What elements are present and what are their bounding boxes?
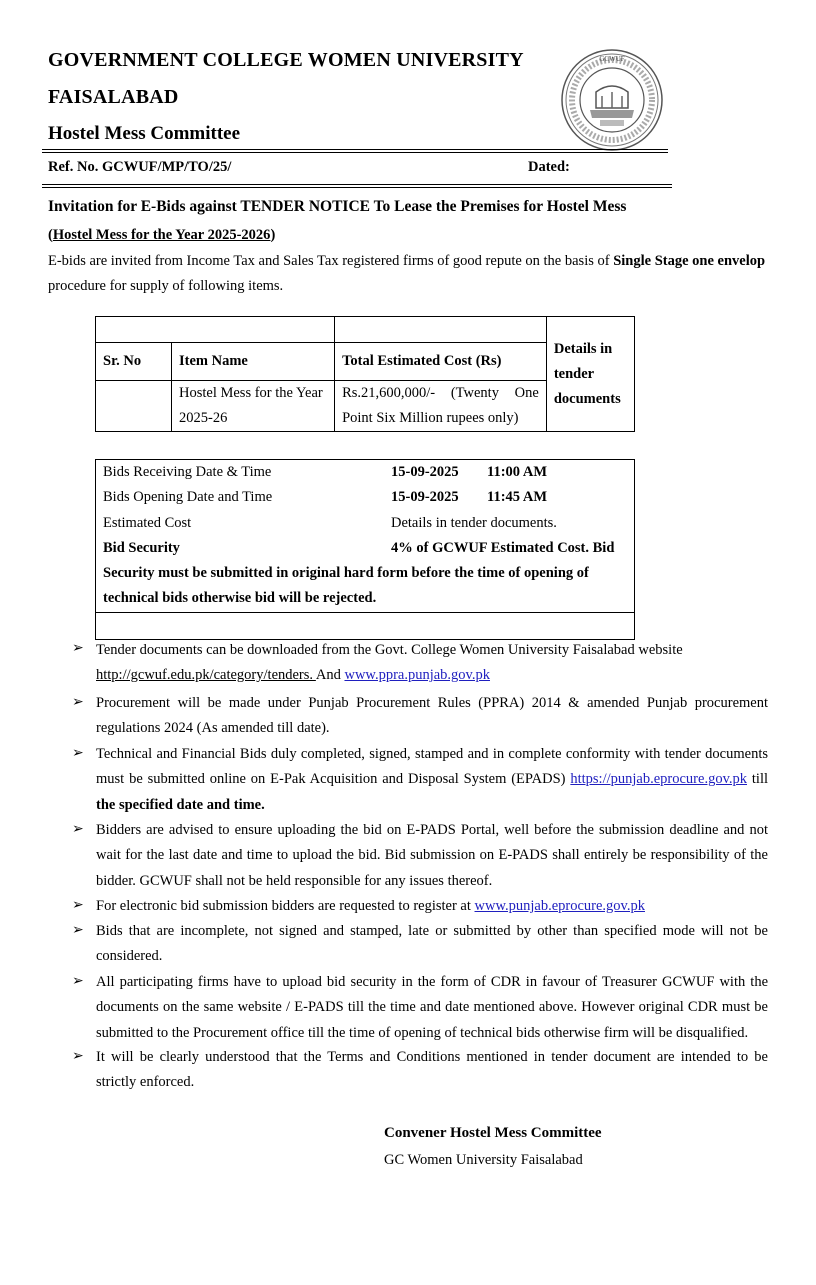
intro-paragraph: E-bids are invited from Income Tax and Sales Tax registered firms of good repute on the basis of Single Stage one envelop procedure for supply of following items. [48,253,766,294]
city-name: FAISALABAD [48,86,179,108]
bullet-registration: For electronic bid submission bidders are requested to register at www.punjab.eprocure.gov.pk [96,898,645,914]
university-seal [560,48,664,152]
receiving-date: 15-09-2025 [391,464,459,480]
receiving-label: Bids Receiving Date & Time [103,464,272,480]
bullet-arrow-icon: ➢ [72,898,84,913]
notice-title: Invitation for E-Bids against TENDER NOTICE To Lease the Premises for Hostel Mess [48,198,627,215]
bullet-arrow-icon: ➢ [72,974,84,989]
security-label: Bid Security [103,540,180,556]
items-table [95,316,635,432]
col-header-cost: Total Estimated Cost (Rs) [335,343,547,381]
row-estimated-cost: Rs.21,600,000/- (Twenty One Point Six Million rupees only) [335,381,547,432]
bullet-arrow-icon: ➢ [72,822,84,837]
ppra-link[interactable]: www.ppra.punjab.gov.pk [344,667,490,684]
bullet-advice: Bidders are advised to ensure uploading the bid on E-PADS Portal, well before the submission deadline and not wait for the last date and time to upload the bid. Bid submission on E-PADS shall entirely be responsibility of the bidder. GCWUF shall not be held responsible for any issues thereof. [96,822,768,889]
university-name: GOVERNMENT COLLEGE WOMEN UNIVERSITY [48,49,524,71]
signatory-title: Convener Hostel Mess Committee [384,1125,602,1141]
opening-label: Bids Opening Date and Time [103,489,273,505]
bullet-arrow-icon: ➢ [72,746,84,761]
bullet-arrow-icon: ➢ [72,1049,84,1064]
bullet-arrow-icon: ➢ [72,923,84,938]
cost-value: Details in tender documents. [391,515,557,531]
receiving-time: 11:00 AM [487,464,548,480]
opening-date: 15-09-2025 [391,489,459,505]
bullet-procurement-rules: Procurement will be made under Punjab Procurement Rules (PPRA) 2014 & amended Punjab procurement regulations 2024 (As amended till date). [96,695,768,737]
bullet-arrow-icon: ➢ [72,641,84,656]
details-cell: Details in tender documents [546,317,634,432]
bullet-incomplete-bids: Bids that are incomplete, not signed and stamped, late or submitted by other than specified mode will not be considered. [96,923,768,965]
reference-number: Ref. No. GCWUF/MP/TO/25/ [48,159,232,175]
header-rule-top [42,149,668,153]
header-rule-bottom [42,184,672,188]
security-value: 4% of GCWUF Estimated Cost. Bid [391,540,615,556]
col-header-sr: Sr. No [96,343,172,381]
schedule-divider [96,612,634,613]
eprocure-register-link[interactable]: www.punjab.eprocure.gov.pk [474,898,645,914]
eprocure-link[interactable]: https://punjab.eprocure.gov.pk [570,771,748,788]
security-note-line1: Security must be submitted in original hard form before the time of opening of [103,565,589,581]
schedule-box [95,459,635,640]
opening-time: 11:45 AM [487,489,548,505]
committee-name: Hostel Mess Committee [48,123,241,144]
tenders-link[interactable]: http://gcwuf.edu.pk/category/tenders. [96,667,316,684]
security-note-line2: technical bids otherwise bid will be rejected. [103,590,377,606]
signatory-org: GC Women University Faisalabad [384,1152,583,1168]
col-header-item: Item Name [171,343,334,381]
notice-subtitle: (Hostel Mess for the Year 2025-2026) [48,227,276,243]
cost-label: Estimated Cost [103,515,192,531]
bullet-bid-submission: Technical and Financial Bids duly completed, signed, stamped and in complete conformity with tender documents must be submitted online on E-Pak Acquisition and Disposal System (EPADS) https://punjab.eprocure.gov.pk till the specified date and time. [96,746,769,813]
seal-text: GCWUF [599,55,625,63]
seal-emblem-icon [560,48,664,152]
dated-label: Dated: [528,159,570,175]
bullet-bid-security: All participating firms have to upload bid security in the form of CDR in favour of Treasurer GCWUF with the documents on the same website / E-PADS till the time and date mentioned above. However original CDR must be submitted to the Procurement office till the time of opening of technical bids otherwise firm will be disqualified. [96,974,768,1041]
row-item-name: Hostel Mess for the Year 2025-26 [171,381,334,432]
bullet-arrow-icon: ➢ [72,695,84,710]
bullet-download-info: Tender documents can be downloaded from the Govt. College Women University Faisalabad website http://gcwuf.edu.pk/category/tenders. And www.ppra.punjab.gov.pk [96,642,683,684]
row-sr [96,381,172,432]
bullet-terms: It will be clearly understood that the Terms and Conditions mentioned in tender document are intended to be strictly enforced. [96,1049,768,1091]
